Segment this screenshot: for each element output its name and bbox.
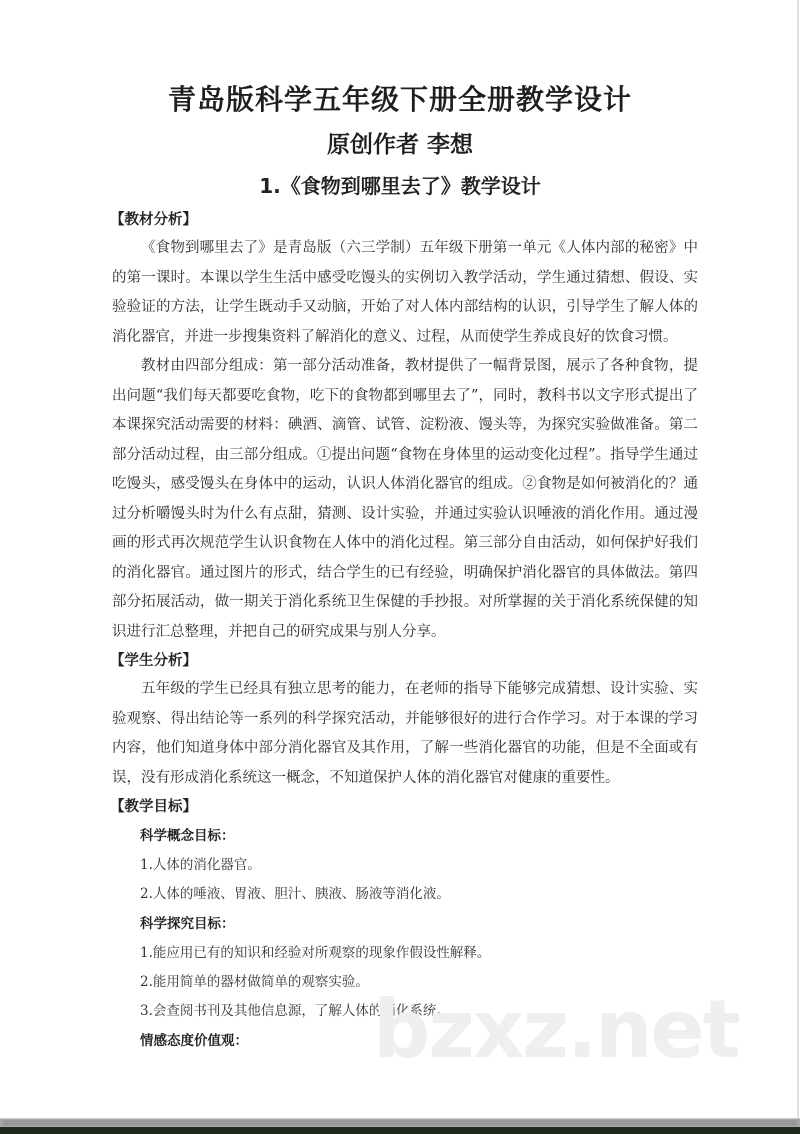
document-title: 青岛版科学五年级下册全册教学设计 [167,83,632,116]
document-author: 原创作者 李想 [326,132,473,158]
list-item: 1.能应用已有的知识和经验对所观察的现象作假设性解释。 [140,945,491,961]
paragraph: 教材由四部分组成：第一部分活动准备，教材提供了一幅背景图，展示了各种食物，提出问题“我们每天都要吃食物，吃下的食物都到哪里去了”，同时，教科书以文字形式提出了本课探究活动需要的材料：碘酒、滴管、试管、淀粉液、馒头等，为探究实验做准备。第二部分活动过程，由三部分组成。①提出问题“食物在身体里的运动变化过程”。指导学生通过吃馒头，感受馒头在身体中的运动，认识人体消化器官的组成。②食物是如何被消化的？通过分析嚼馒头时为什么有点甜，猜测、设计实验，并通过实验认识唾液的消化作用。通过漫画的形式再次规范学生认识食物在人体中的消化过程。第三部分自由活动，如何保护好我们的消化器官。通过图片的形式，结合学生的已有经验，明确保护消化器官的具体做法。第四部分拓展活动，做一期关于消化系统卫生保健的手抄报。对所掌握的关于消化系统保健的知识进行汇总整理，并把自己的研究成果与别人分享。 [112,358,698,640]
watermark: bzxz.net [373,983,739,1076]
list-item: 2.能用简单的器材做简单的观察实验。 [140,974,369,990]
subheading-inquiry-goals: 科学探究目标： [140,916,235,932]
subheading-concept-goals: 科学概念目标： [140,828,235,844]
scrollbar-thumb[interactable] [2,1120,798,1126]
section-heading-teaching-goals: 【教学目标】 [110,799,197,815]
subheading-attitude-goals: 情感态度价值观： [140,1033,248,1049]
section-heading-material-analysis: 【教材分析】 [110,212,197,228]
list-item: 2.人体的唾液、胃液、胆汁、胰液、肠液等消化液。 [140,886,450,902]
horizontal-scrollbar[interactable] [0,1118,800,1127]
paragraph: 《食物到哪里去了》是青岛版（六三学制）五年级下册第一单元《人体内部的秘密》中的第一课时。本课以学生生活中感受吃馒头的实例切入教学活动，学生通过猜想、假设、实验验证的方法，让学生既动手又动脑，开始了对人体内部结构的认识，引导学生了解人体的消化器官，并进一步搜集资料了解消化的意义、过程，从而使学生养成良好的饮食习惯。 [112,240,698,345]
window-bottom-edge [0,1127,800,1134]
paragraph: 五年级的学生已经具有独立思考的能力，在老师的指导下能够完成猜想、设计实验、实验观察、得出结论等一系列的科学探究活动，并能够很好的进行合作学习。对于本课的学习内容，他们知道身体中部分消化器官及其作用，了解一些消化器官的功能，但是不全面或有误，没有形成消化系统这一概念，不知道保护人体的消化器官对健康的重要性。 [112,681,698,786]
lesson-title: 1.《食物到哪里去了》教学设计 [259,174,541,198]
document-body [112,206,698,1056]
list-item: 3.会查阅书刊及其他信息源，了解人体的消化系统。 [140,1003,450,1019]
section-heading-student-analysis: 【学生分析】 [110,653,197,669]
list-item: 1.人体的消化器官。 [140,857,261,873]
